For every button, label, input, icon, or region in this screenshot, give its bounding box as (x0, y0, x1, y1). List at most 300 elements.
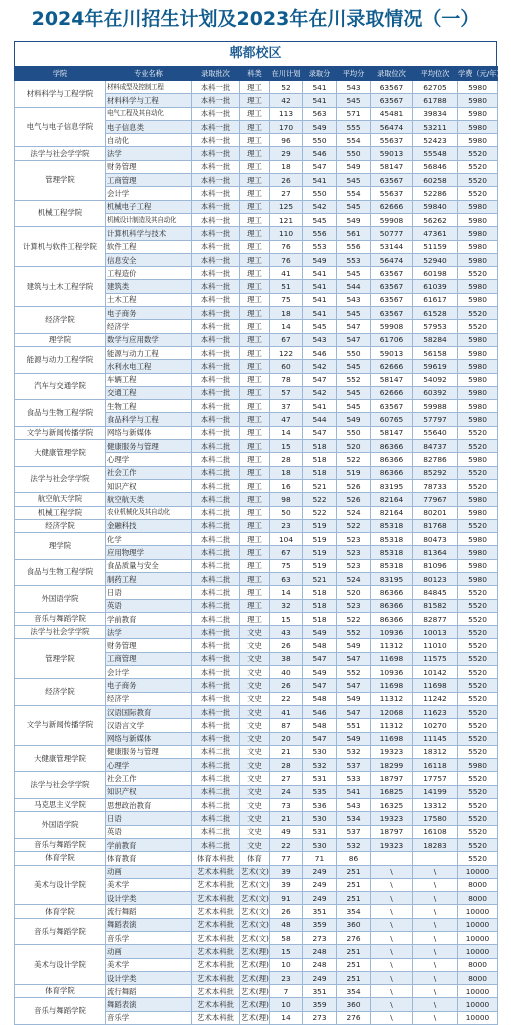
batch-cell: 本科二批 (192, 745, 240, 758)
avg-score-cell: 545 (337, 400, 371, 413)
batch-cell: 本科一批 (192, 626, 240, 639)
avg-score-cell: 251 (337, 971, 371, 984)
column-header: 学院 (15, 67, 106, 81)
college-cell: 建筑与土木工程学院 (15, 267, 106, 307)
avg-rank-cell: 52940 (413, 253, 458, 266)
rank-cell: 18797 (371, 825, 413, 838)
college-cell: 材料科学与工程学院 (15, 81, 106, 108)
batch-cell: 本科二批 (192, 825, 240, 838)
college-cell: 体育学院 (15, 852, 106, 865)
avg-score-cell: 360 (337, 918, 371, 931)
column-header: 在川计划 (270, 67, 303, 81)
score-cell: 549 (303, 666, 337, 679)
score-cell: 542 (303, 386, 337, 399)
table-row (15, 160, 498, 173)
avg-score-cell: 251 (337, 945, 371, 958)
avg-rank-cell: \ (413, 1011, 458, 1024)
rank-cell: 16325 (371, 799, 413, 812)
batch-cell: 艺术本科批 (192, 878, 240, 891)
major-cell: 财务管理 (106, 639, 192, 652)
plan-cell: 40 (270, 666, 303, 679)
rank-cell: \ (371, 892, 413, 905)
avg-score-cell: 549 (337, 732, 371, 745)
plan-cell: 27 (270, 772, 303, 785)
major-cell: 英语 (106, 825, 192, 838)
rank-cell: 63567 (371, 94, 413, 107)
major-cell: 舞蹈表演 (106, 998, 192, 1011)
avg-rank-cell: 84737 (413, 440, 458, 453)
avg-rank-cell: 60198 (413, 267, 458, 280)
plan-cell: 122 (270, 346, 303, 359)
rank-cell: 86366 (371, 586, 413, 599)
tuition-cell: 5520 (458, 692, 498, 705)
avg-rank-cell: 81364 (413, 546, 458, 559)
avg-score-cell: 523 (337, 533, 371, 546)
avg-rank-cell: 11145 (413, 732, 458, 745)
batch-cell: 本科一批 (192, 692, 240, 705)
page-title: 2024年在川招生计划及2023年在川录取情况（一） (31, 8, 480, 30)
batch-cell: 本科一批 (192, 240, 240, 253)
plan-cell: 26 (270, 679, 303, 692)
batch-cell: 本科一批 (192, 293, 240, 306)
major-cell: 音乐学 (106, 1011, 192, 1024)
avg-rank-cell: 61788 (413, 94, 458, 107)
score-cell: 359 (303, 998, 337, 1011)
table-row (15, 400, 498, 413)
tuition-cell: 5520 (458, 652, 498, 665)
plan-cell: 58 (270, 932, 303, 945)
avg-score-cell: 550 (337, 147, 371, 160)
college-cell: 音乐与舞蹈学院 (15, 612, 106, 625)
tuition-cell: 5980 (458, 107, 498, 120)
avg-rank-cell: 52423 (413, 134, 458, 147)
table-row (15, 346, 498, 359)
category-cell: 理工 (240, 333, 270, 346)
avg-rank-cell: 52286 (413, 187, 458, 200)
batch-cell: 本科二批 (192, 479, 240, 492)
college-cell: 能源与动力工程学院 (15, 346, 106, 373)
major-cell: 数学与应用数学 (106, 333, 192, 346)
major-cell: 水利水电工程 (106, 360, 192, 373)
avg-score-cell: 276 (337, 1011, 371, 1024)
plan-cell: 16 (270, 479, 303, 492)
tuition-cell: 5520 (458, 267, 498, 280)
college-cell: 法学与社会学学院 (15, 147, 106, 160)
category-cell: 艺术(文) (240, 918, 270, 931)
tuition-cell: 5980 (458, 227, 498, 240)
batch-cell: 本科二批 (192, 453, 240, 466)
rank-cell: 53144 (371, 240, 413, 253)
rank-cell: \ (371, 878, 413, 891)
major-cell: 美术学 (106, 958, 192, 971)
category-cell: 理工 (240, 599, 270, 612)
major-cell: 法学 (106, 626, 192, 639)
batch-cell: 本科一批 (192, 639, 240, 652)
table-row (15, 200, 498, 213)
major-cell: 电子信息类 (106, 120, 192, 133)
rank-cell (371, 852, 413, 865)
tuition-cell: 5520 (458, 838, 498, 851)
batch-cell: 本科一批 (192, 719, 240, 732)
tuition-cell: 5520 (458, 785, 498, 798)
major-cell: 健康服务与管理 (106, 745, 192, 758)
tuition-cell: 5520 (458, 719, 498, 732)
batch-cell: 本科一批 (192, 360, 240, 373)
category-cell: 理工 (240, 174, 270, 187)
avg-rank-cell: \ (413, 945, 458, 958)
major-cell: 知识产权 (106, 785, 192, 798)
major-cell: 动画 (106, 945, 192, 958)
rank-cell: 63567 (371, 280, 413, 293)
avg-rank-cell (413, 852, 458, 865)
score-cell: 518 (303, 466, 337, 479)
score-cell: 249 (303, 878, 337, 891)
avg-score-cell: 522 (337, 453, 371, 466)
avg-rank-cell: 81096 (413, 559, 458, 572)
plan-cell: 22 (270, 692, 303, 705)
avg-score-cell: 545 (337, 307, 371, 320)
plan-cell: 14 (270, 1011, 303, 1024)
avg-rank-cell: 11698 (413, 679, 458, 692)
category-cell: 艺术(文) (240, 892, 270, 905)
major-cell: 电气工程及其自动化 (106, 107, 192, 120)
batch-cell: 本科一批 (192, 652, 240, 665)
tuition-cell: 5980 (458, 120, 498, 133)
avg-rank-cell: 61039 (413, 280, 458, 293)
college-cell: 体育学院 (15, 905, 106, 918)
major-cell: 自动化 (106, 134, 192, 147)
batch-cell: 本科二批 (192, 812, 240, 825)
plan-cell: 170 (270, 120, 303, 133)
avg-rank-cell: \ (413, 865, 458, 878)
avg-score-cell: 543 (337, 81, 371, 94)
plan-cell: 113 (270, 107, 303, 120)
category-cell: 理工 (240, 533, 270, 546)
batch-cell: 本科一批 (192, 147, 240, 160)
rank-cell: \ (371, 918, 413, 931)
table-row (15, 506, 498, 519)
plan-cell: 15 (270, 612, 303, 625)
major-cell: 心理学 (106, 759, 192, 772)
avg-rank-cell: 16108 (413, 825, 458, 838)
college-cell: 音乐与舞蹈学院 (15, 838, 106, 851)
major-cell: 心理学 (106, 453, 192, 466)
batch-cell: 本科二批 (192, 612, 240, 625)
major-cell: 工程造价 (106, 267, 192, 280)
avg-rank-cell: \ (413, 971, 458, 984)
batch-cell: 本科一批 (192, 333, 240, 346)
avg-score-cell: 545 (337, 94, 371, 107)
batch-cell: 本科一批 (192, 174, 240, 187)
table-row (15, 772, 498, 785)
batch-cell: 本科二批 (192, 759, 240, 772)
score-cell: 541 (303, 94, 337, 107)
rank-cell: \ (371, 971, 413, 984)
avg-rank-cell: \ (413, 878, 458, 891)
category-cell: 文史 (240, 705, 270, 718)
major-cell: 财务管理 (106, 160, 192, 173)
college-cell: 计算机与软件工程学院 (15, 227, 106, 267)
major-cell: 生物工程 (106, 400, 192, 413)
category-cell: 理工 (240, 346, 270, 359)
avg-score-cell: 519 (337, 466, 371, 479)
rank-cell: \ (371, 865, 413, 878)
batch-cell: 艺术本科批 (192, 932, 240, 945)
table-row (15, 559, 498, 572)
avg-rank-cell: 11010 (413, 639, 458, 652)
batch-cell: 本科一批 (192, 200, 240, 213)
table-row (15, 519, 498, 532)
tuition-cell: 5980 (458, 280, 498, 293)
table-row (15, 533, 498, 546)
avg-score-cell: 549 (337, 639, 371, 652)
score-cell: 249 (303, 865, 337, 878)
category-cell: 文史 (240, 639, 270, 652)
category-cell: 理工 (240, 400, 270, 413)
major-cell: 舞蹈表演 (106, 918, 192, 931)
score-cell: 522 (303, 493, 337, 506)
table-row (15, 945, 498, 958)
rank-cell: 56474 (371, 253, 413, 266)
avg-score-cell: 552 (337, 626, 371, 639)
rank-cell: 86366 (371, 440, 413, 453)
batch-cell: 本科一批 (192, 134, 240, 147)
plan-cell: 26 (270, 174, 303, 187)
category-cell: 理工 (240, 493, 270, 506)
rank-cell: 82164 (371, 506, 413, 519)
avg-score-cell: 526 (337, 493, 371, 506)
batch-cell: 本科一批 (192, 253, 240, 266)
tuition-cell: 5980 (458, 94, 498, 107)
score-cell: 519 (303, 533, 337, 546)
avg-rank-cell: 59988 (413, 400, 458, 413)
major-cell: 制药工程 (106, 572, 192, 585)
major-cell: 应用物理学 (106, 546, 192, 559)
rank-cell: \ (371, 985, 413, 998)
tuition-cell: 10000 (458, 985, 498, 998)
category-cell: 理工 (240, 519, 270, 532)
avg-rank-cell: 17580 (413, 812, 458, 825)
plan-cell: 10 (270, 998, 303, 1011)
avg-rank-cell: 18312 (413, 745, 458, 758)
rank-cell: 86366 (371, 466, 413, 479)
avg-rank-cell: 11575 (413, 652, 458, 665)
avg-rank-cell: 77967 (413, 493, 458, 506)
major-cell: 经济学 (106, 692, 192, 705)
plan-cell: 18 (270, 466, 303, 479)
score-cell: 248 (303, 945, 337, 958)
rank-cell: 58147 (371, 160, 413, 173)
table-row (15, 838, 498, 851)
plan-cell: 14 (270, 586, 303, 599)
batch-cell: 本科二批 (192, 838, 240, 851)
plan-cell: 76 (270, 240, 303, 253)
category-cell: 艺术(理) (240, 998, 270, 1011)
header-row (15, 67, 498, 81)
score-cell: 532 (303, 759, 337, 772)
plan-cell: 38 (270, 652, 303, 665)
batch-cell: 本科一批 (192, 213, 240, 226)
tuition-cell: 5520 (458, 825, 498, 838)
major-cell: 思想政治教育 (106, 799, 192, 812)
plan-cell: 110 (270, 227, 303, 240)
rank-cell: 82164 (371, 493, 413, 506)
table-row (15, 307, 498, 320)
rank-cell: 60765 (371, 413, 413, 426)
avg-rank-cell: 10013 (413, 626, 458, 639)
rank-cell: 11312 (371, 692, 413, 705)
avg-score-cell: 520 (337, 586, 371, 599)
category-cell: 文史 (240, 825, 270, 838)
table-row (15, 985, 498, 998)
major-cell: 材料科学与工程 (106, 94, 192, 107)
tuition-cell: 5980 (458, 559, 498, 572)
plan-cell: 39 (270, 878, 303, 891)
category-cell: 艺术(文) (240, 905, 270, 918)
rank-cell: 59908 (371, 320, 413, 333)
college-cell: 音乐与舞蹈学院 (15, 998, 106, 1025)
major-cell: 机械设计制造及其自动化 (106, 213, 192, 226)
major-cell: 会计学 (106, 187, 192, 200)
batch-cell: 艺术本科批 (192, 918, 240, 931)
batch-cell: 本科一批 (192, 386, 240, 399)
batch-cell: 本科一批 (192, 373, 240, 386)
rank-cell: 58147 (371, 426, 413, 439)
major-cell: 经济学 (106, 320, 192, 333)
avg-rank-cell: 51159 (413, 240, 458, 253)
plan-cell: 14 (270, 320, 303, 333)
score-cell: 273 (303, 932, 337, 945)
score-cell: 531 (303, 825, 337, 838)
tuition-cell: 5980 (458, 546, 498, 559)
category-cell: 理工 (240, 200, 270, 213)
avg-score-cell: 532 (337, 838, 371, 851)
rank-cell: \ (371, 932, 413, 945)
tuition-cell: 5520 (458, 160, 498, 173)
avg-score-cell: 537 (337, 825, 371, 838)
rank-cell: 19323 (371, 745, 413, 758)
major-cell: 机械电子工程 (106, 200, 192, 213)
major-cell: 设计学类 (106, 971, 192, 984)
score-cell: 518 (303, 440, 337, 453)
major-cell: 流行舞蹈 (106, 905, 192, 918)
avg-rank-cell: 53211 (413, 120, 458, 133)
category-cell: 文史 (240, 745, 270, 758)
plan-cell: 41 (270, 267, 303, 280)
college-cell: 管理学院 (15, 639, 106, 679)
avg-score-cell: 545 (337, 386, 371, 399)
score-cell: 519 (303, 519, 337, 532)
tuition-cell: 10000 (458, 932, 498, 945)
major-cell: 汉语言文学 (106, 719, 192, 732)
category-cell: 文史 (240, 812, 270, 825)
rank-cell: 86366 (371, 599, 413, 612)
avg-score-cell: 544 (337, 280, 371, 293)
score-cell: 535 (303, 785, 337, 798)
avg-score-cell: 86 (337, 852, 371, 865)
avg-rank-cell: 56846 (413, 160, 458, 173)
avg-score-cell: 552 (337, 666, 371, 679)
rank-cell: 63567 (371, 81, 413, 94)
avg-score-cell: 251 (337, 958, 371, 971)
major-cell: 材料成型及控制工程 (106, 81, 192, 94)
rank-cell: 58147 (371, 373, 413, 386)
category-cell: 理工 (240, 373, 270, 386)
major-cell: 日语 (106, 812, 192, 825)
category-cell: 文史 (240, 785, 270, 798)
category-cell: 文史 (240, 838, 270, 851)
rank-cell: 50777 (371, 227, 413, 240)
batch-cell: 艺术本科批 (192, 985, 240, 998)
batch-cell: 本科一批 (192, 160, 240, 173)
avg-rank-cell: 61528 (413, 307, 458, 320)
category-cell: 理工 (240, 320, 270, 333)
rank-cell: 55637 (371, 187, 413, 200)
plan-cell: 23 (270, 971, 303, 984)
avg-score-cell: 533 (337, 772, 371, 785)
major-cell: 社会工作 (106, 772, 192, 785)
tuition-cell: 5980 (458, 346, 498, 359)
batch-cell: 艺术本科批 (192, 971, 240, 984)
avg-rank-cell: 10142 (413, 666, 458, 679)
plan-cell: 75 (270, 559, 303, 572)
table-row (15, 705, 498, 718)
avg-rank-cell: \ (413, 905, 458, 918)
score-cell: 359 (303, 918, 337, 931)
major-cell: 流行舞蹈 (106, 985, 192, 998)
score-cell: 550 (303, 187, 337, 200)
score-cell: 249 (303, 892, 337, 905)
batch-cell: 本科一批 (192, 227, 240, 240)
batch-cell: 艺术本科批 (192, 945, 240, 958)
table-row (15, 612, 498, 625)
category-cell: 理工 (240, 559, 270, 572)
plan-cell: 23 (270, 519, 303, 532)
tuition-cell: 5520 (458, 479, 498, 492)
tuition-cell: 5520 (458, 772, 498, 785)
score-cell: 548 (303, 692, 337, 705)
batch-cell: 本科二批 (192, 466, 240, 479)
category-cell: 理工 (240, 506, 270, 519)
table-row (15, 918, 498, 931)
avg-score-cell: 547 (337, 679, 371, 692)
batch-cell: 本科二批 (192, 586, 240, 599)
college-cell: 机械工程学院 (15, 200, 106, 227)
avg-rank-cell: 62705 (413, 81, 458, 94)
category-cell: 文史 (240, 679, 270, 692)
avg-score-cell: 526 (337, 479, 371, 492)
plan-cell: 42 (270, 94, 303, 107)
score-cell: 547 (303, 679, 337, 692)
batch-cell: 本科二批 (192, 772, 240, 785)
college-cell: 文学与新闻传播学院 (15, 705, 106, 745)
category-cell: 理工 (240, 572, 270, 585)
score-cell: 547 (303, 160, 337, 173)
tuition-cell: 5520 (458, 666, 498, 679)
score-cell: 536 (303, 799, 337, 812)
score-cell: 541 (303, 307, 337, 320)
plan-cell: 10 (270, 958, 303, 971)
plan-cell: 125 (270, 200, 303, 213)
category-cell: 理工 (240, 81, 270, 94)
tuition-cell: 10000 (458, 998, 498, 1011)
rank-cell: \ (371, 998, 413, 1011)
plan-cell: 121 (270, 213, 303, 226)
college-cell: 经济学院 (15, 679, 106, 706)
batch-cell: 艺术本科批 (192, 892, 240, 905)
score-cell: 351 (303, 985, 337, 998)
avg-rank-cell: \ (413, 958, 458, 971)
